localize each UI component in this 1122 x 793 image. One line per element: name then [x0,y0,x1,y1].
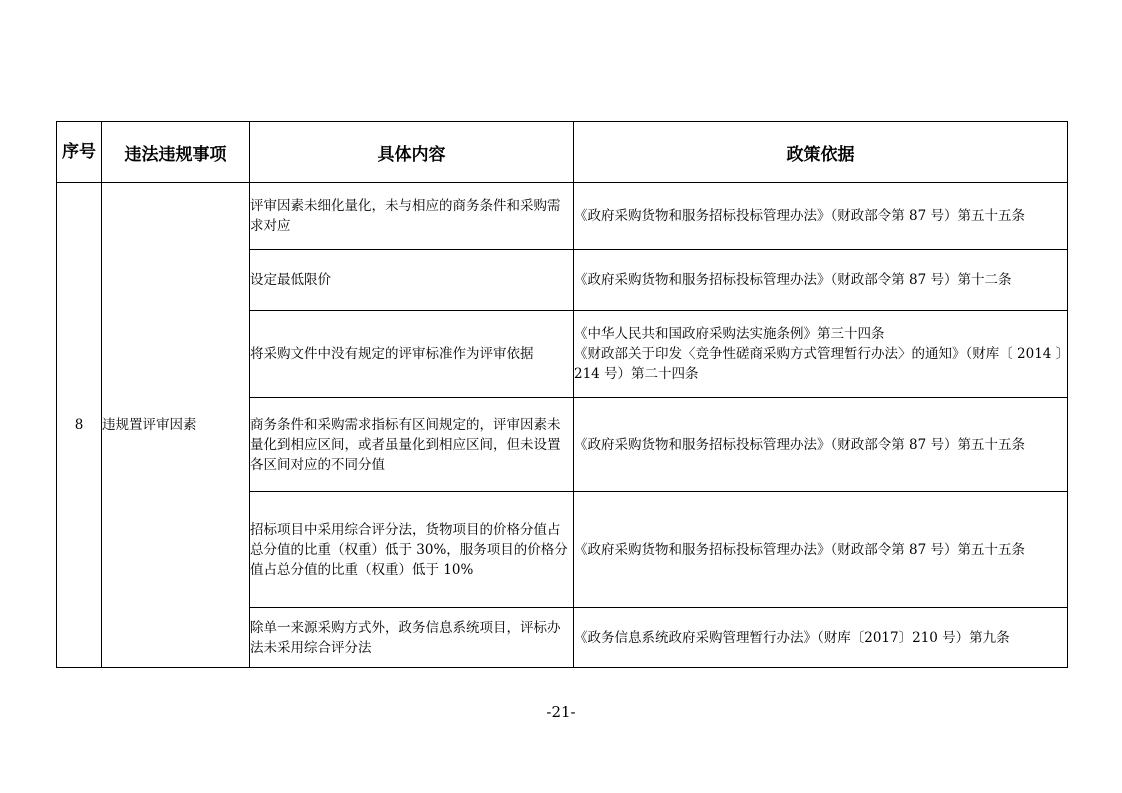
basis-line: 《中华人民共和国政府采购法实施条例》第三十四条 [574,326,885,342]
cell-basis [574,250,1068,311]
table-header-row [57,122,1068,183]
basis-line: 《财政部关于印发〈竞争性磋商采购方式管理暂行办法〉的通知》（财库〔 2014 〕214 号）第二十四条 [574,346,1063,382]
header-seq: 序号 [57,122,102,183]
cell-basis [574,492,1068,608]
cell-content: 设定最低限价 [250,250,574,311]
cell-content: 商务条件和采购需求指标有区间规定的，评审因素未量化到相应区间，或者虽量化到相应区间，但未设置各区间对应的不同分值 [250,398,574,492]
cell-content: 除单一来源采购方式外，政务信息系统项目，评标办法未采用综合评分法 [250,608,574,668]
cell-content: 评审因素未细化量化，未与相应的商务条件和采购需求对应 [250,183,574,250]
header-basis: 政策依据 [574,122,1068,183]
cell-violation-item: 违规置评审因素 [102,183,250,668]
header-content: 具体内容 [250,122,574,183]
cell-content: 将采购文件中没有规定的评审标准作为评审依据 [250,311,574,398]
basis-line: 《政府采购货物和服务招标投标管理办法》（财政部令第 87 号）第五十五条 [574,436,1026,453]
cell-basis [574,398,1068,492]
cell-content: 招标项目中采用综合评分法，货物项目的价格分值占总分值的比重（权重）低于 30%，服务项目的价格分值占总分值的比重（权重）低于 10% [250,492,574,608]
cell-basis [574,311,1068,398]
cell-basis [574,608,1068,668]
cell-basis [574,183,1068,250]
basis-line: 《政府采购货物和服务招标投标管理办法》（财政部令第 87 号）第十二条 [574,272,1012,288]
regulation-table [56,121,1068,668]
basis-line: 《政务信息系统政府采购管理暂行办法》（财库〔2017〕210 号）第九条 [574,629,1010,646]
header-item: 违法违规事项 [102,122,250,183]
cell-seq: 8 [57,183,102,668]
table-row [57,183,1068,250]
basis-line: 《政府采购货物和服务招标投标管理办法》（财政部令第 87 号）第五十五条 [574,208,1026,224]
basis-line: 《政府采购货物和服务招标投标管理办法》（财政部令第 87 号）第五十五条 [574,541,1026,558]
page-number: -21- [546,703,576,721]
